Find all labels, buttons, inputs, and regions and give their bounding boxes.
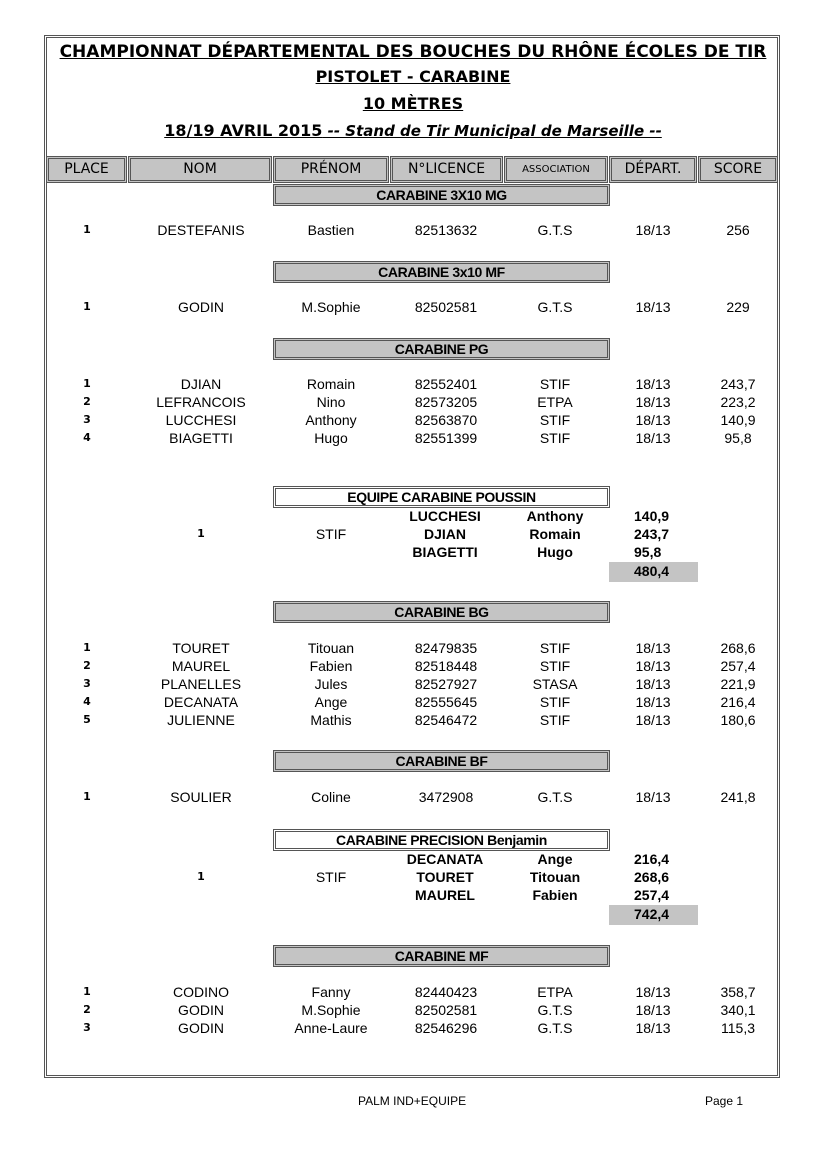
cell-nom: BIAGETTI — [169, 430, 233, 446]
cell-association: STIF — [539, 376, 571, 392]
cell-licence: 82518448 — [414, 658, 478, 674]
column-header-place: PLACE — [46, 156, 127, 183]
cell-place: 1 — [83, 641, 91, 654]
team-member-prenom: Romain — [529, 526, 581, 542]
cell-score: 340,1 — [720, 1002, 756, 1018]
cell-licence: 82555645 — [414, 694, 478, 710]
section-title: CARABINE 3x10 MF — [273, 261, 610, 283]
team-member-nom: MAUREL — [415, 887, 475, 903]
team-club: STIF — [315, 526, 347, 542]
cell-prenom: M.Sophie — [301, 1002, 361, 1018]
team-member-nom: DECANATA — [406, 851, 484, 867]
cell-place: 1 — [83, 377, 91, 390]
cell-association: STIF — [539, 640, 571, 656]
team-member-nom: LUCCHESI — [409, 508, 481, 524]
cell-depart: 18/13 — [635, 394, 671, 410]
cell-association: ETPA — [537, 394, 573, 410]
cell-nom: GODIN — [178, 1020, 224, 1036]
cell-depart: 18/13 — [635, 430, 671, 446]
cell-licence: 82502581 — [414, 299, 478, 315]
cell-depart: 18/13 — [635, 658, 671, 674]
cell-nom: GODIN — [178, 1002, 224, 1018]
cell-place: 2 — [83, 395, 91, 408]
cell-association: STIF — [539, 658, 571, 674]
column-header-licence: N°LICENCE — [390, 156, 503, 183]
section-title: CARABINE BG — [273, 601, 610, 623]
title-line3: 10 MÈTRES — [362, 94, 464, 113]
cell-prenom: Nino — [316, 394, 346, 410]
cell-score: 256 — [726, 222, 750, 238]
cell-association: ETPA — [537, 984, 573, 1000]
team-member-score: 268,6 — [634, 869, 670, 885]
cell-place: 1 — [83, 223, 91, 236]
cell-licence: 82479835 — [414, 640, 478, 656]
cell-depart: 18/13 — [635, 984, 671, 1000]
cell-nom: DJIAN — [180, 376, 222, 392]
cell-prenom: Bastien — [307, 222, 355, 238]
cell-score: 95,8 — [724, 430, 752, 446]
cell-place: 4 — [83, 695, 91, 708]
team-member-prenom: Anthony — [526, 508, 584, 524]
cell-licence: 82563870 — [414, 412, 478, 428]
team-member-nom: DJIAN — [423, 526, 467, 542]
cell-prenom: Anne-Laure — [294, 1020, 368, 1036]
cell-prenom: Ange — [314, 694, 348, 710]
cell-association: G.T.S — [537, 789, 573, 805]
cell-depart: 18/13 — [635, 694, 671, 710]
cell-score: 229 — [726, 299, 750, 315]
cell-association: STIF — [539, 430, 571, 446]
cell-depart: 18/13 — [635, 789, 671, 805]
cell-score: 223,2 — [720, 394, 756, 410]
title-line4 — [0, 121, 826, 140]
cell-licence: 3472908 — [418, 789, 474, 805]
cell-licence: 82440423 — [414, 984, 478, 1000]
cell-depart: 18/13 — [635, 712, 671, 728]
column-header-nom: NOM — [128, 156, 272, 183]
team-member-score: 257,4 — [634, 887, 670, 903]
team-place: 1 — [197, 870, 205, 883]
cell-depart: 18/13 — [635, 222, 671, 238]
cell-nom: PLANELLES — [160, 676, 242, 692]
cell-prenom: Coline — [311, 789, 351, 805]
cell-prenom: M.Sophie — [301, 299, 361, 315]
page-number: Page 1 — [705, 1094, 744, 1108]
team-title: EQUIPE CARABINE POUSSIN — [273, 486, 610, 508]
cell-place: 4 — [83, 431, 91, 444]
cell-score: 216,4 — [720, 694, 756, 710]
cell-nom: LEFRANCOIS — [156, 394, 246, 410]
cell-nom: JULIENNE — [167, 712, 235, 728]
column-header-prenom: PRÉNOM — [273, 156, 389, 183]
section-title: CARABINE MF — [273, 945, 610, 967]
cell-association: G.T.S — [537, 222, 573, 238]
team-member-score: 216,4 — [634, 851, 670, 867]
cell-nom: MAUREL — [171, 658, 231, 674]
cell-score: 180,6 — [720, 712, 756, 728]
cell-prenom: Titouan — [307, 640, 355, 656]
cell-place: 1 — [83, 300, 91, 313]
cell-place: 5 — [83, 713, 91, 726]
team-member-prenom: Titouan — [529, 869, 581, 885]
cell-licence: 82527927 — [414, 676, 478, 692]
cell-score: 115,3 — [721, 1020, 755, 1036]
cell-prenom: Fanny — [311, 984, 351, 1000]
cell-association: G.T.S — [537, 1002, 573, 1018]
cell-nom: GODIN — [178, 299, 224, 315]
cell-place: 2 — [83, 1003, 91, 1016]
cell-place: 1 — [83, 985, 91, 998]
team-place: 1 — [197, 527, 205, 540]
cell-depart: 18/13 — [635, 1002, 671, 1018]
cell-licence: 82573205 — [414, 394, 478, 410]
cell-nom: TOURET — [172, 640, 230, 656]
cell-licence: 82552401 — [414, 376, 478, 392]
cell-licence: 82551399 — [414, 430, 478, 446]
team-member-nom: TOURET — [416, 869, 474, 885]
team-member-prenom: Fabien — [532, 887, 578, 903]
cell-depart: 18/13 — [635, 1020, 671, 1036]
cell-nom: DESTEFANIS — [157, 222, 245, 238]
cell-prenom: Jules — [314, 676, 348, 692]
team-member-score: 95,8 — [634, 544, 662, 560]
cell-association: STIF — [539, 712, 571, 728]
cell-place: 3 — [83, 1021, 91, 1034]
cell-association: G.T.S — [537, 299, 573, 315]
cell-licence: 82546296 — [414, 1020, 478, 1036]
team-member-nom: BIAGETTI — [412, 544, 478, 560]
team-total: 742,4 — [634, 906, 670, 922]
cell-association: G.T.S — [537, 1020, 573, 1036]
event-date: 18/19 AVRIL 2015 — [164, 121, 323, 140]
cell-prenom: Romain — [306, 376, 356, 392]
column-header-score: SCORE — [698, 156, 778, 183]
section-title: CARABINE BF — [273, 750, 610, 772]
team-member-prenom: Hugo — [537, 544, 573, 560]
cell-nom: DECANATA — [163, 694, 239, 710]
cell-score: 241,8 — [720, 789, 756, 805]
cell-place: 2 — [83, 659, 91, 672]
section-title: CARABINE PG — [273, 338, 610, 360]
cell-depart: 18/13 — [635, 676, 671, 692]
cell-licence: 82546472 — [414, 712, 478, 728]
cell-association: STIF — [539, 694, 571, 710]
cell-score: 243,7 — [720, 376, 756, 392]
cell-association: STASA — [532, 676, 578, 692]
cell-licence: 82502581 — [414, 1002, 478, 1018]
cell-nom: LUCCHESI — [165, 412, 237, 428]
cell-place: 1 — [83, 790, 91, 803]
cell-nom: SOULIER — [170, 789, 232, 805]
team-total: 480,4 — [634, 563, 670, 579]
cell-place: 3 — [83, 677, 91, 690]
team-club: STIF — [315, 869, 347, 885]
event-venue: -- Stand de Tir Municipal de Marseille -- — [322, 122, 662, 140]
cell-nom: CODINO — [173, 984, 229, 1000]
cell-prenom: Hugo — [314, 430, 348, 446]
cell-depart: 18/13 — [635, 299, 671, 315]
cell-prenom: Mathis — [310, 712, 352, 728]
cell-depart: 18/13 — [635, 412, 671, 428]
cell-score: 268,6 — [720, 640, 756, 656]
cell-score: 221,9 — [720, 676, 756, 692]
column-header-association: ASSOCIATION — [504, 156, 608, 183]
cell-association: STIF — [539, 412, 571, 428]
team-member-prenom: Ange — [537, 851, 573, 867]
cell-licence: 82513632 — [414, 222, 478, 238]
team-title: CARABINE PRECISION Benjamin — [273, 829, 610, 851]
title-line1: CHAMPIONNAT DÉPARTEMENTAL DES BOUCHES DU RHÔNE ÉCOLES DE TIR — [59, 42, 767, 62]
cell-score: 140,9 — [720, 412, 756, 428]
cell-score: 358,7 — [720, 984, 756, 1000]
team-member-score: 140,9 — [634, 508, 670, 524]
title-line2: PISTOLET - CARABINE — [315, 67, 511, 86]
cell-prenom: Fabien — [309, 658, 353, 674]
cell-place: 3 — [83, 413, 91, 426]
footer-label: PALM IND+EQUIPE — [358, 1094, 467, 1108]
team-member-score: 243,7 — [634, 526, 670, 542]
cell-depart: 18/13 — [635, 640, 671, 656]
cell-score: 257,4 — [720, 658, 756, 674]
cell-depart: 18/13 — [635, 376, 671, 392]
cell-prenom: Anthony — [305, 412, 357, 428]
column-header-depart: DÉPART. — [609, 156, 697, 183]
section-title: CARABINE 3X10 MG — [273, 184, 610, 206]
